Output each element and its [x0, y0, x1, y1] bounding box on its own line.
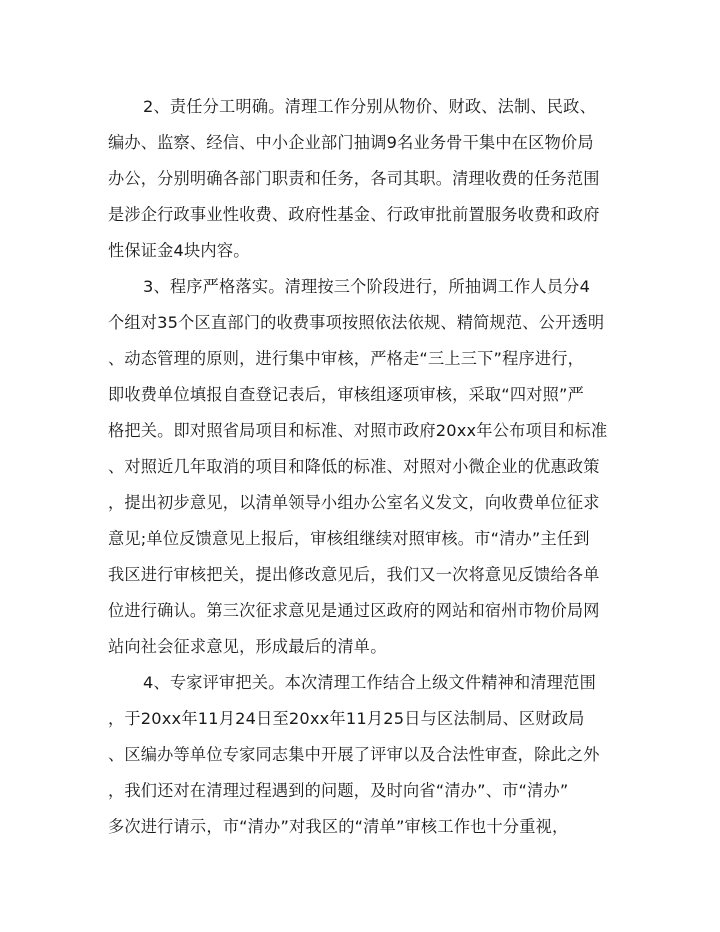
text-line: 位进行确认。第三次征求意见是通过区政府的网站和宿州市物价局网 [108, 601, 600, 620]
text-line: 、动态管理的原则，进行集中审核，严格走“三上三下”程序进行， [108, 349, 585, 368]
text-line: 办公，分别明确各部门职责和任务，各司其职。清理收费的任务范围 [108, 169, 600, 188]
text-line: 是涉企行政事业性收费、政府性基金、行政审批前置服务收费和政府 [108, 205, 600, 224]
text-line: 4、专家评审把关。本次清理工作结合上级文件精神和清理范围 [143, 673, 596, 692]
text-line: ，于20xx年11月24日至20xx年11月25日与区法制局、区财政局 [108, 709, 585, 728]
text-line: 、对照近几年取消的项目和降低的标准、对照对小微企业的优惠政策 [108, 457, 600, 476]
text-line: 2、责任分工明确。清理工作分别从物价、财政、法制、民政、 [143, 97, 596, 116]
text-line: ，我们还对在清理过程遇到的问题，及时向省“清办”、市“清办” [108, 781, 569, 800]
paragraph-procedure [108, 269, 623, 665]
text-line: 站向社会征求意见，形成最后的清单。 [108, 637, 387, 656]
text-line: 编办、监察、经信、中小企业部门抽调9名业务骨干集中在区物价局 [108, 133, 594, 152]
text-line: 我区进行审核把关，提出修改意见后，我们又一次将意见反馈给各单 [108, 565, 600, 584]
text-line: 意见;单位反馈意见上报后，审核组继续对照审核。市“清办”主任到 [108, 529, 590, 548]
document-body [108, 89, 623, 845]
text-line: ，提出初步意见，以清单领导小组办公室名义发文，向收费单位征求 [108, 493, 600, 512]
text-line: 3、程序严格落实。清理按三个阶段进行，所抽调工作人员分4 [143, 277, 591, 296]
text-line: 、区编办等单位专家同志集中开展了评审以及合法性审查，除此之外 [108, 745, 600, 764]
text-line: 即收费单位填报自查登记表后，审核组逐项审核，采取“四对照”严 [108, 385, 585, 404]
text-line: 格把关。即对照省局项目和标准、对照市政府20xx年公布项目和标准 [108, 421, 608, 440]
paragraph-expert-review [108, 665, 623, 845]
text-line: 个组对35个区直部门的收费事项按照依法依规、精简规范、公开透明 [108, 313, 605, 332]
paragraph-responsibility [108, 89, 623, 269]
text-line: 多次进行请示，市“清办”对我区的“清单”审核工作也十分重视， [108, 817, 569, 836]
text-line: 性保证金4块内容。 [108, 241, 250, 260]
